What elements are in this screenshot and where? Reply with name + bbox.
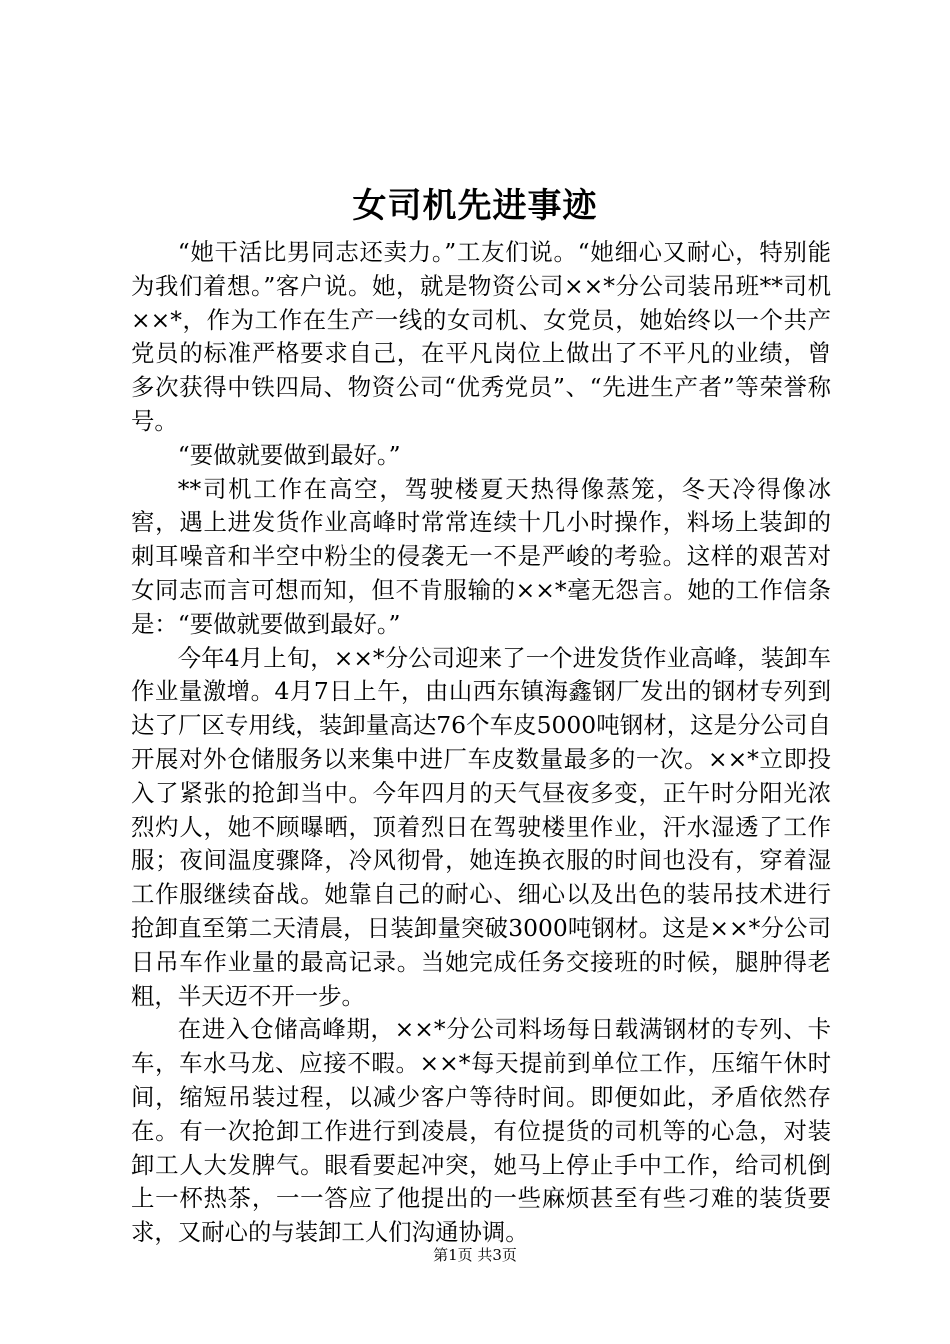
paragraph: “她干活比男同志还卖力。”工友们说。“她细心又耐心，特别能为我们着想。”客户说。她，就是物资公司××*分公司装吊班**司机××*，作为工作在生产一线的女司机、女党员，她始终以一个共产党员的标准严格要求自己，在平凡岗位上做出了不平凡的业绩，曾多次获得中铁四局、物资公司“优秀党员”、“先进生产者”等荣誉称号。: [131, 238, 831, 435]
document-title: 女司机先进事迹: [352, 186, 598, 226]
paragraph: 在进入仓储高峰期，××*分公司料场每日载满钢材的专列、卡车，车水马龙、应接不暇。××*每天提前到单位工作，压缩午休时间，缩短吊装过程，以减少客户等待时间。即便如此，矛盾依然存在。有一次抢卸工作进行到凌晨，有位提货的司机等的心急，对装卸工人大发脾气。眼看要起冲突，她马上停止手中工作，给司机倒上一杯热茶，一一答应了他提出的一些麻烦甚至有些刁难的装货要求，又耐心的与装卸工人们沟通协调。: [131, 1015, 831, 1247]
paragraph: “要做就要做到最好。”: [177, 440, 401, 469]
paragraph: 今年4月上旬，××*分公司迎来了一个进发货作业高峰，装卸车作业量激增。4月7日上午，由山西东镇海鑫钢厂发出的钢材专列到达了厂区专用线，装卸量高达76个车皮5000吨钢材，这是分公司自开展对外仓储服务以来集中进厂车皮数量最多的一次。××*立即投入了紧张的抢卸当中。今年四月的天气昼夜多变，正午时分阳光浓烈灼人，她不顾曝晒，顶着烈日在驾驶楼里作业，汗水湿透了工作服；夜间温度骤降，冷风彻骨，她连换衣服的时间也没有，穿着湿工作服继续奋战。她靠自己的耐心、细心以及出色的装吊技术进行抢卸直至第二天清晨，日装卸量突破3000吨钢材。这是××*分公司日吊车作业量的最高记录。当她完成任务交接班的时候，腿肿得老粗，半天迈不开一步。: [131, 643, 831, 1010]
paragraph: **司机工作在高空，驾驶楼夏天热得像蒸笼，冬天冷得像冰窖，遇上进发货作业高峰时常常连续十几小时操作，料场上装卸的刺耳噪音和半空中粉尘的侵袭无一不是严峻的考验。这样的艰苦对女同志而言可想而知，但不肯服输的××*毫无怨言。她的工作信条是：“要做就要做到最好。”: [131, 474, 831, 638]
document-body: [131, 236, 831, 1250]
page-number: 第1页 共3页: [433, 1246, 517, 1264]
